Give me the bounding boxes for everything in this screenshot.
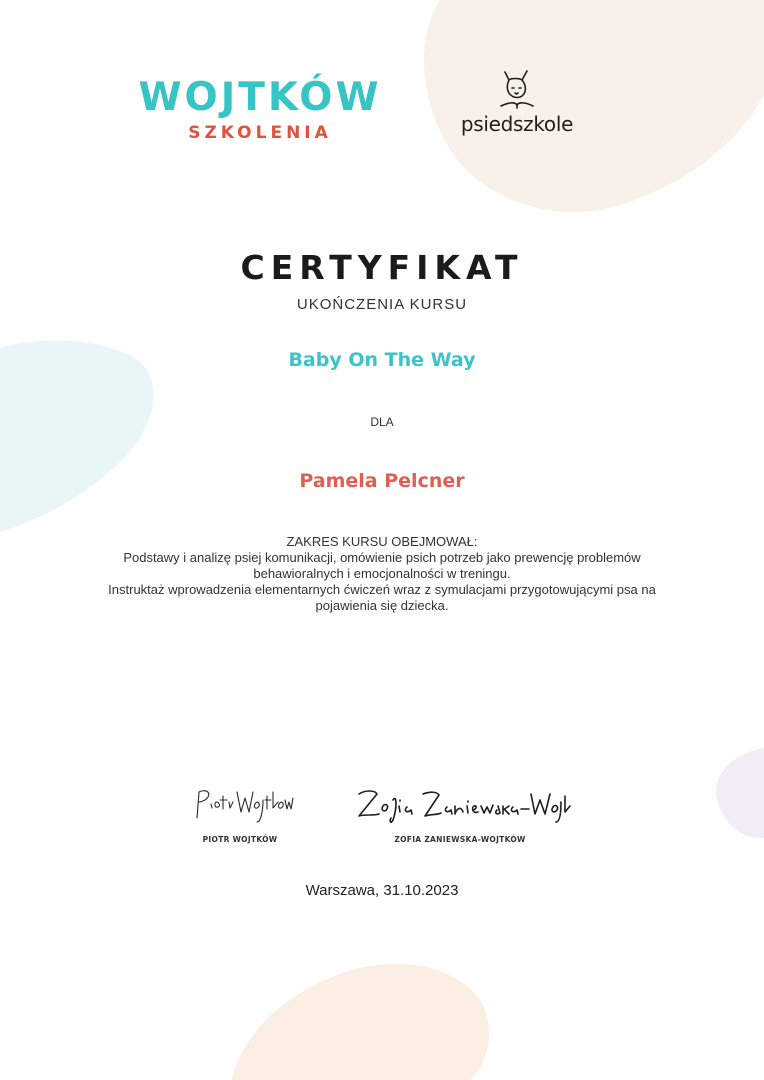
course-scope-heading: ZAKRES KURSU OBEJMOWAŁ: xyxy=(286,534,478,549)
course-scope-line: Podstawy i analizę psiej komunikacji, omówienie psich potrzeb jako prewencję problemów xyxy=(123,550,641,565)
wojtkow-szkolenia-logo xyxy=(136,75,384,145)
psiedszkole-logo xyxy=(452,66,582,136)
handwritten-signature-zofia xyxy=(345,782,575,826)
recipient-name: Pamela Pelcner xyxy=(299,470,465,492)
place-and-date: Warszawa, 31.10.2023 xyxy=(305,882,459,899)
signature-caption-piotr: PIOTR WOJTKÓW xyxy=(202,835,278,844)
dog-reading-icon xyxy=(495,66,539,110)
for-label: DLA xyxy=(370,415,394,429)
certificate-subtitle: UKOŃCZENIA KURSU xyxy=(296,296,468,313)
certificate-title: CERTYFIKAT xyxy=(240,248,524,287)
logo-wojtkow-text: WOJTKÓW xyxy=(138,75,382,120)
course-name: Baby On The Way xyxy=(288,349,476,371)
logo-szkolenia-text: SZKOLENIA xyxy=(188,123,332,143)
course-scope xyxy=(0,534,764,614)
course-scope-line: Instruktaż wprowadzenia elementarnych ćwiczeń wraz z symulacjami przygotowującymi psa na xyxy=(108,582,656,597)
logo-psiedszkole-text: psiedszkole xyxy=(460,112,574,136)
signature-block-zofia xyxy=(340,782,580,844)
course-scope-line: behawioralnych i emocjonalności w treningu. xyxy=(253,566,511,581)
handwritten-signature-piotr xyxy=(185,782,295,826)
course-scope-line: pojawienia się dziecka. xyxy=(315,598,449,613)
signature-block-piotr xyxy=(180,782,300,844)
signature-caption-zofia: ZOFIA ZANIEWSKA-WOJTKÓW xyxy=(394,835,526,844)
